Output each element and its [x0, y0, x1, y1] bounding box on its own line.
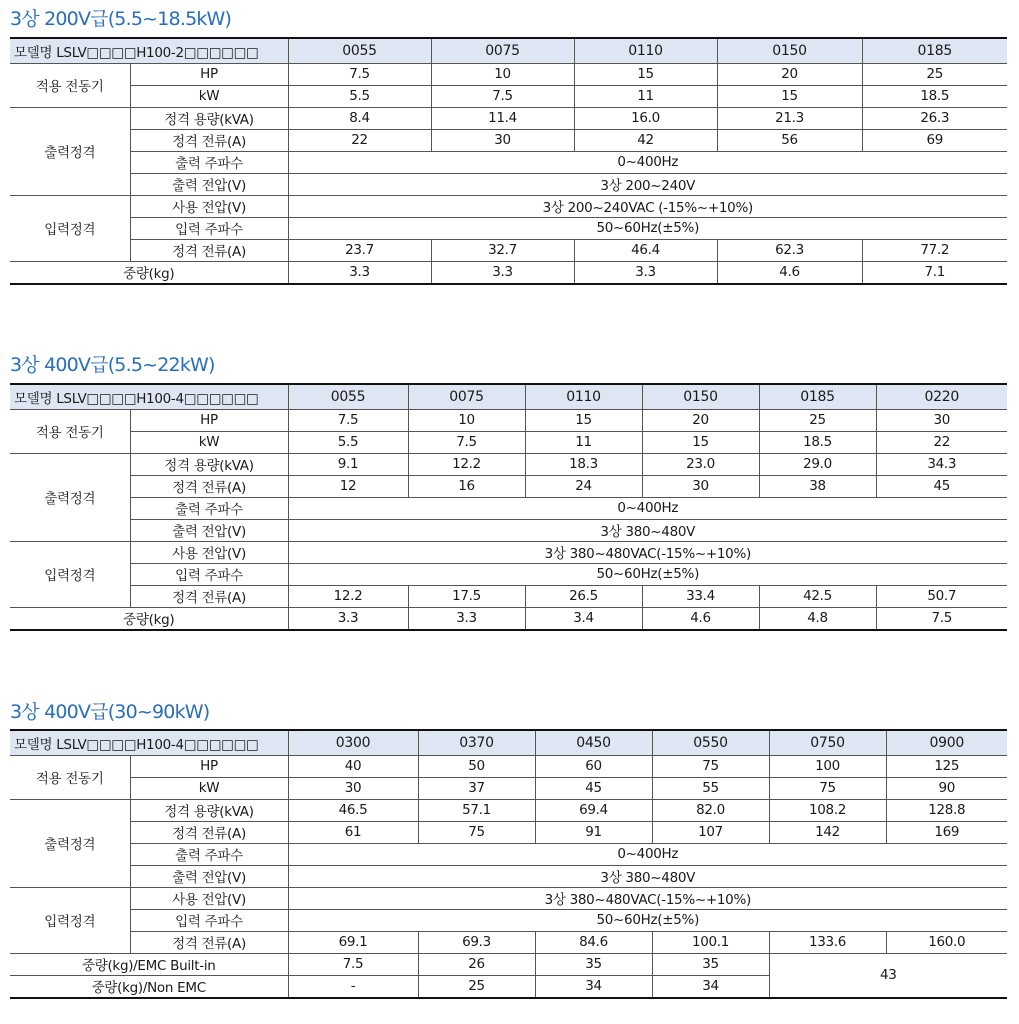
- cell: 23.7: [288, 239, 431, 261]
- cell: 4.8: [759, 607, 876, 630]
- cell: 42: [574, 129, 717, 151]
- cell: 7.5: [288, 953, 418, 975]
- group-output: 출력정격: [10, 799, 130, 887]
- cell: 3.4: [525, 607, 642, 630]
- cell: 4.6: [642, 607, 759, 630]
- cell-merged: 3상 200~240VAC (-15%~+10%): [288, 195, 1007, 217]
- cell: 7.5: [288, 409, 408, 431]
- cell: 100: [769, 755, 886, 777]
- param-in-voltage: 사용 전압(V): [130, 195, 288, 217]
- model-name-header: 모델명 LSLV□□□□H100-2□□□□□□: [10, 38, 288, 63]
- cell: 3.3: [408, 607, 525, 630]
- cell: 125: [886, 755, 1007, 777]
- cell: 30: [642, 475, 759, 497]
- cell: 55: [652, 777, 769, 799]
- group-motor: 적용 전동기: [10, 409, 130, 453]
- cell-merged: 3상 380~480VAC(-15%~+10%): [288, 541, 1007, 563]
- cell: 35: [535, 953, 652, 975]
- cell: 7.5: [408, 431, 525, 453]
- cell: 22: [288, 129, 431, 151]
- cell: 30: [431, 129, 574, 151]
- cell: 77.2: [862, 239, 1007, 261]
- param-out-current: 정격 전류(A): [130, 821, 288, 843]
- spec-table-200v: [10, 37, 1007, 285]
- cell: 45: [535, 777, 652, 799]
- cell: 17.5: [408, 585, 525, 607]
- cell-merged: 3상 380~480V: [288, 865, 1007, 887]
- cell-merged: 50~60Hz(±5%): [288, 563, 1007, 585]
- param-hp: HP: [130, 409, 288, 431]
- model-code: 0150: [642, 384, 759, 409]
- cell: 50.7: [876, 585, 1007, 607]
- cell: 62.3: [717, 239, 862, 261]
- weight-nonemc-label: 중량(kg)/Non EMC: [10, 975, 288, 998]
- cell: 107: [652, 821, 769, 843]
- cell: 69.4: [535, 799, 652, 821]
- cell: 23.0: [642, 453, 759, 475]
- cell: 10: [408, 409, 525, 431]
- cell: 5.5: [288, 85, 431, 107]
- spec-table-400v-small: [10, 383, 1007, 631]
- cell: 18.3: [525, 453, 642, 475]
- cell: 84.6: [535, 931, 652, 953]
- cell: 108.2: [769, 799, 886, 821]
- cell: 100.1: [652, 931, 769, 953]
- cell: 160.0: [886, 931, 1007, 953]
- cell: 7.1: [862, 261, 1007, 284]
- cell: 69.3: [418, 931, 535, 953]
- cell: 10: [431, 63, 574, 85]
- param-out-current: 정격 전류(A): [130, 129, 288, 151]
- cell-merged: 3상 200~240V: [288, 173, 1007, 195]
- cell-merged: 3상 380~480VAC(-15%~+10%): [288, 887, 1007, 909]
- cell: 20: [717, 63, 862, 85]
- cell: 16: [408, 475, 525, 497]
- section-title: 3상 200V급(5.5~18.5kW): [10, 8, 232, 30]
- cell: 7.5: [431, 85, 574, 107]
- cell: 38: [759, 475, 876, 497]
- model-code: 0900: [886, 730, 1007, 755]
- cell: 18.5: [759, 431, 876, 453]
- cell: 42.5: [759, 585, 876, 607]
- cell: 75: [418, 821, 535, 843]
- cell: 11: [525, 431, 642, 453]
- model-code: 0055: [288, 384, 408, 409]
- cell: 30: [876, 409, 1007, 431]
- group-input: 입력정격: [10, 541, 130, 607]
- cell: 15: [642, 431, 759, 453]
- cell-merged: 50~60Hz(±5%): [288, 217, 1007, 239]
- group-output: 출력정격: [10, 453, 130, 541]
- cell: 34: [535, 975, 652, 998]
- cell: 25: [759, 409, 876, 431]
- model-name-header: 모델명 LSLV□□□□H100-4□□□□□□: [10, 730, 288, 755]
- param-kw: kW: [130, 85, 288, 107]
- param-in-freq: 입력 주파수: [130, 909, 288, 931]
- param-capacity: 정격 용량(kVA): [130, 453, 288, 475]
- cell: 61: [288, 821, 418, 843]
- model-code: 0110: [525, 384, 642, 409]
- cell-merged: 0~400Hz: [288, 151, 1007, 173]
- cell: 5.5: [288, 431, 408, 453]
- cell: 22: [876, 431, 1007, 453]
- model-code: 0220: [876, 384, 1007, 409]
- cell: 75: [769, 777, 886, 799]
- group-motor: 적용 전동기: [10, 63, 130, 107]
- cell: 3.3: [288, 261, 431, 284]
- model-code: 0055: [288, 38, 431, 63]
- cell: 69: [862, 129, 1007, 151]
- cell: 9.1: [288, 453, 408, 475]
- group-motor: 적용 전동기: [10, 755, 130, 799]
- cell: 34.3: [876, 453, 1007, 475]
- cell: 21.3: [717, 107, 862, 129]
- cell: 75: [652, 755, 769, 777]
- cell-merged: 3상 380~480V: [288, 519, 1007, 541]
- param-out-voltage: 출력 전압(V): [130, 519, 288, 541]
- cell: 29.0: [759, 453, 876, 475]
- param-in-current: 정격 전류(A): [130, 239, 288, 261]
- cell: 16.0: [574, 107, 717, 129]
- cell: 12: [288, 475, 408, 497]
- param-out-voltage: 출력 전압(V): [130, 173, 288, 195]
- param-capacity: 정격 용량(kVA): [130, 107, 288, 129]
- param-in-voltage: 사용 전압(V): [130, 541, 288, 563]
- cell: 11.4: [431, 107, 574, 129]
- param-capacity: 정격 용량(kVA): [130, 799, 288, 821]
- cell: 133.6: [769, 931, 886, 953]
- param-hp: HP: [130, 755, 288, 777]
- model-code: 0550: [652, 730, 769, 755]
- cell: 25: [418, 975, 535, 998]
- model-code: 0075: [431, 38, 574, 63]
- cell: 12.2: [408, 453, 525, 475]
- param-in-current: 정격 전류(A): [130, 585, 288, 607]
- param-kw: kW: [130, 777, 288, 799]
- model-code: 0185: [862, 38, 1007, 63]
- cell: 3.3: [574, 261, 717, 284]
- model-code: 0185: [759, 384, 876, 409]
- cell: 50: [418, 755, 535, 777]
- param-out-freq: 출력 주파수: [130, 843, 288, 865]
- cell: 35: [652, 953, 769, 975]
- cell: 82.0: [652, 799, 769, 821]
- cell: 33.4: [642, 585, 759, 607]
- cell: 34: [652, 975, 769, 998]
- cell: 26.5: [525, 585, 642, 607]
- weight-label: 중량(kg): [10, 261, 288, 284]
- param-in-current: 정격 전류(A): [130, 931, 288, 953]
- cell: 128.8: [886, 799, 1007, 821]
- cell: 15: [574, 63, 717, 85]
- cell: 142: [769, 821, 886, 843]
- section-title: 3상 400V급(5.5~22kW): [10, 354, 215, 376]
- param-in-freq: 입력 주파수: [130, 217, 288, 239]
- spec-table-400v-large: [10, 729, 1007, 999]
- cell: 7.5: [876, 607, 1007, 630]
- cell: 26: [418, 953, 535, 975]
- cell: 37: [418, 777, 535, 799]
- cell: 4.6: [717, 261, 862, 284]
- cell: 15: [525, 409, 642, 431]
- cell: 60: [535, 755, 652, 777]
- cell: 56: [717, 129, 862, 151]
- section-title: 3상 400V급(30~90kW): [10, 701, 210, 723]
- cell-merged: 50~60Hz(±5%): [288, 909, 1007, 931]
- cell: 26.3: [862, 107, 1007, 129]
- model-code: 0110: [574, 38, 717, 63]
- cell: 12.2: [288, 585, 408, 607]
- cell: 18.5: [862, 85, 1007, 107]
- cell: 25: [862, 63, 1007, 85]
- cell: 69.1: [288, 931, 418, 953]
- cell: 3.3: [431, 261, 574, 284]
- cell: 90: [886, 777, 1007, 799]
- param-kw: kW: [130, 431, 288, 453]
- cell: 40: [288, 755, 418, 777]
- model-code: 0370: [418, 730, 535, 755]
- cell: 169: [886, 821, 1007, 843]
- group-input: 입력정격: [10, 887, 130, 953]
- model-code: 0450: [535, 730, 652, 755]
- cell-merged: 0~400Hz: [288, 497, 1007, 519]
- cell: 30: [288, 777, 418, 799]
- cell: 91: [535, 821, 652, 843]
- cell: 11: [574, 85, 717, 107]
- model-code: 0300: [288, 730, 418, 755]
- cell: 20: [642, 409, 759, 431]
- weight-label: 중량(kg): [10, 607, 288, 630]
- model-code: 0150: [717, 38, 862, 63]
- cell: 8.4: [288, 107, 431, 129]
- cell-merged: 43: [769, 953, 1007, 998]
- param-out-freq: 출력 주파수: [130, 497, 288, 519]
- group-input: 입력정격: [10, 195, 130, 261]
- weight-emc-label: 중량(kg)/EMC Built-in: [10, 953, 288, 975]
- cell: 45: [876, 475, 1007, 497]
- cell: 3.3: [288, 607, 408, 630]
- param-in-freq: 입력 주파수: [130, 563, 288, 585]
- cell: -: [288, 975, 418, 998]
- param-hp: HP: [130, 63, 288, 85]
- cell: 32.7: [431, 239, 574, 261]
- cell: 46.5: [288, 799, 418, 821]
- cell: 15: [717, 85, 862, 107]
- cell: 24: [525, 475, 642, 497]
- cell: 7.5: [288, 63, 431, 85]
- param-out-freq: 출력 주파수: [130, 151, 288, 173]
- cell: 57.1: [418, 799, 535, 821]
- param-out-voltage: 출력 전압(V): [130, 865, 288, 887]
- group-output: 출력정격: [10, 107, 130, 195]
- cell: 46.4: [574, 239, 717, 261]
- param-in-voltage: 사용 전압(V): [130, 887, 288, 909]
- model-name-header: 모델명 LSLV□□□□H100-4□□□□□□: [10, 384, 288, 409]
- cell-merged: 0~400Hz: [288, 843, 1007, 865]
- model-code: 0750: [769, 730, 886, 755]
- param-out-current: 정격 전류(A): [130, 475, 288, 497]
- model-code: 0075: [408, 384, 525, 409]
